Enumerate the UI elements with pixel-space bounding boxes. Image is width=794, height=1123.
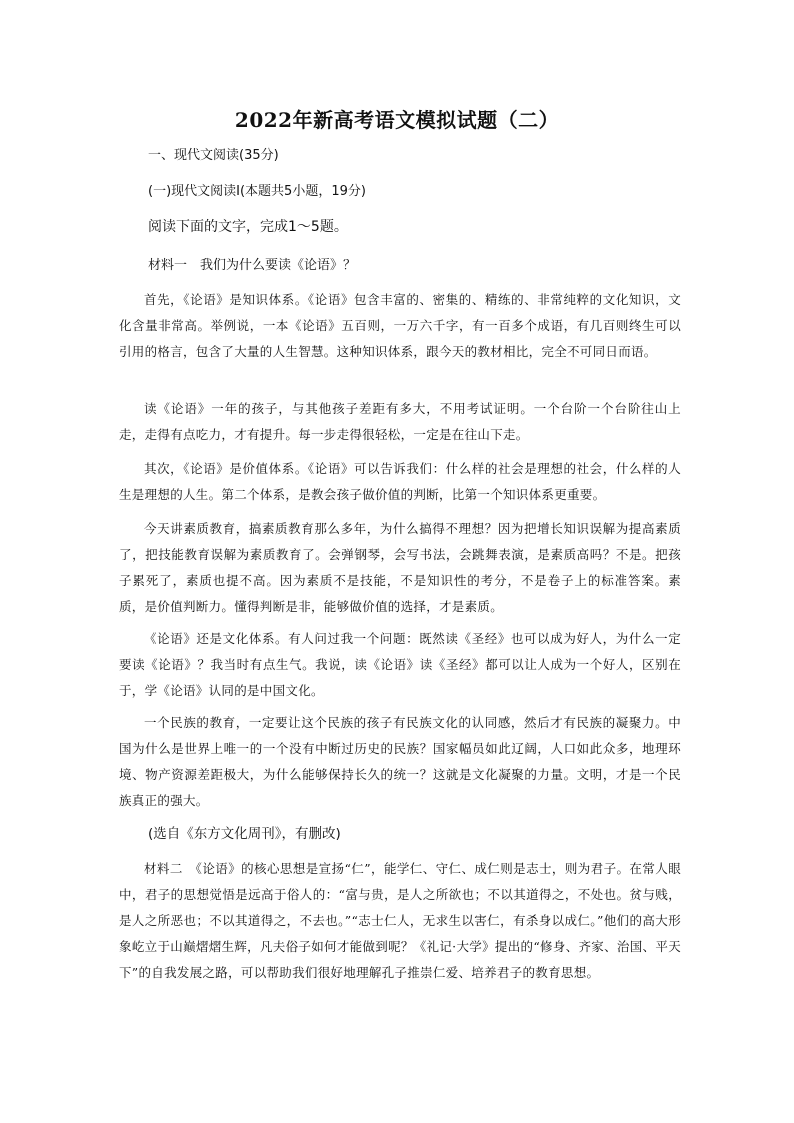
- subsection-heading: (一)现代文阅读Ⅰ(本题共5小题，19分): [148, 184, 366, 199]
- paragraph: 其次，《论语》是价值体系。《论语》可以告诉我们：什么样的社会是理想的社会，什么样的人生是理想的人生。第二个体系，是教会孩子做价值的判断，比第一个知识体系更重要。: [119, 461, 681, 502]
- paragraph: 《论语》还是文化体系。有人问过我一个问题：既然读《圣经》也可以成为好人，为什么一定要读《论语》？我当时有点生气。我说，读《论语》读《圣经》都可以让人成为一个好人，区别在于，学《论语》认同的是中国文化。: [119, 631, 681, 698]
- paragraph: 今天讲素质教育，搞素质教育那么多年，为什么搞得不理想？因为把增长知识误解为提高素质了，把技能教育误解为素质教育了。会弹钢琴，会写书法，会跳舞表演，是素质高吗？不是。把孩子累死了，素质也提不高。因为素质不是技能，不是知识性的考分，不是卷子上的标准答案。素质，是价值判断力。懂得判断是非，能够做价值的选择，才是素质。: [119, 521, 681, 614]
- paragraph: 一个民族的教育，一定要让这个民族的孩子有民族文化的认同感，然后才有民族的凝聚力。中国为什么是世界上唯一的一个没有中断过历史的民族？国家幅员如此辽阔，人口如此众多，地理环境、物产资源差距极大，为什么能够保持长久的统一？这就是文化凝聚的力量。文明，才是一个民族真正的强大。: [119, 715, 681, 808]
- source-note: (选自《东方文化周刊》，有删改): [148, 826, 341, 842]
- page-title: 2022年新高考语文模拟试题（二）: [234, 108, 560, 132]
- material-one-heading: 材料一 我们为什么要读《论语》？: [148, 258, 357, 273]
- paragraph: 读《论语》一年的孩子，与其他孩子差距有多大，不用考试证明。一个台阶一个台阶往山上走，走得有点吃力，才有提升。每一步走得很轻松，一定是在往山下走。: [119, 401, 681, 442]
- material-two-paragraph: 材料二 《论语》的核心思想是宣扬“仁”，能学仁、守仁、成仁则是志士，则为君子。在常人眼中，君子的思想觉悟是远高于俗人的：“富与贵，是人之所欲也；不以其道得之，不处也。贫与贱，是人之所恶也；不以其道得之，不去也。”“志士仁人，无求生以害仁，有杀身以成仁。”他们的高大形象屹立于山巅熠熠生辉，凡夫俗子如何才能做到呢？《礼记·大学》提出的“修身、齐家、治国、平天下”的自我发展之路，可以帮助我们很好地理解孔子推崇仁爱、培养君子的教育思想。: [119, 861, 681, 980]
- paragraph: 首先，《论语》是知识体系。《论语》包含丰富的、密集的、精练的、非常纯粹的文化知识，文化含量非常高。举例说，一本《论语》五百则，一万六千字，有一百多个成语，有几百则终生可以引用的格言，包含了大量的人生智慧。这种知识体系，跟今天的教材相比，完全不可同日而语。: [119, 292, 681, 359]
- section-heading: 一、现代文阅读(35分): [148, 148, 279, 163]
- instruction-text: 阅读下面的文字，完成1～5题。: [148, 219, 348, 235]
